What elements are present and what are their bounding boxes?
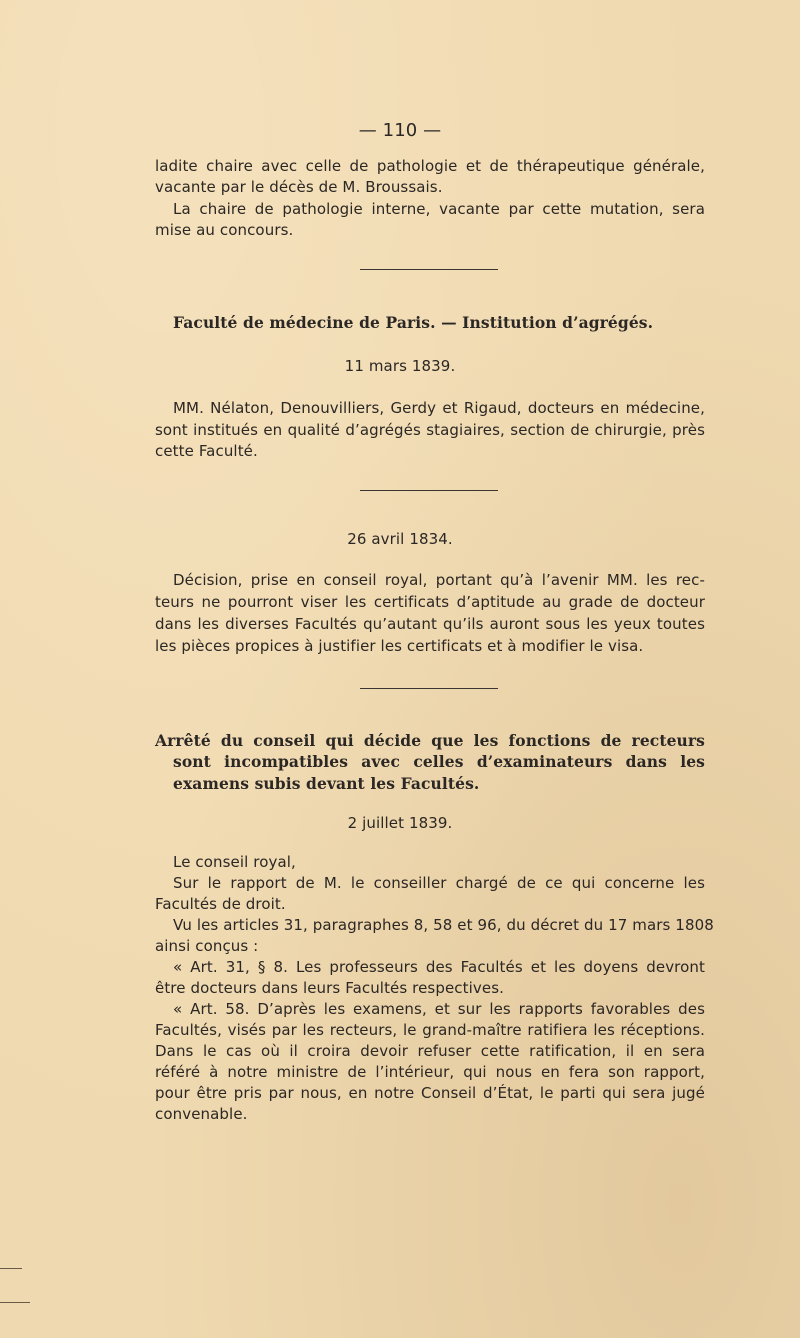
- section-date: 26 avril 1834.: [347, 530, 453, 548]
- intro-line: mise au concours.: [155, 221, 294, 239]
- section-date: 11 mars 1839.: [344, 357, 456, 375]
- section-heading: examens subis devant les Facultés.: [173, 774, 480, 793]
- section-heading: Faculté de médecine de Paris. — Institution d’agrégés.: [173, 313, 654, 332]
- body-line: Vu les articles 31, paragraphes 8, 58 et 96, du décret du 17 mars 1808: [173, 916, 714, 934]
- body-line: « Art. 58. D’après les examens, et sur les rapports favorables des: [173, 1000, 705, 1018]
- intro-line: ladite chaire avec celle de pathologie et de thérapeutique générale,: [155, 157, 705, 175]
- body-line: Sur le rapport de M. le conseiller chargé de ce qui concerne les: [173, 874, 705, 892]
- body-line: Le conseil royal,: [173, 853, 296, 871]
- section-divider: [360, 688, 498, 689]
- body-line: convenable.: [155, 1105, 248, 1123]
- section-divider: [360, 269, 498, 270]
- body-line: MM. Nélaton, Denouvilliers, Gerdy et Rigaud, docteurs en médecine,: [173, 399, 705, 417]
- section-heading: sont incompatibles avec celles d’examinateurs dans les: [173, 752, 705, 771]
- body-line: teurs ne pourront viser les certificats d’aptitude au grade de docteur: [155, 593, 705, 611]
- intro-line: vacante par le décès de M. Broussais.: [155, 178, 443, 196]
- body-line: Facultés de droit.: [155, 895, 286, 913]
- body-line: Décision, prise en conseil royal, portant qu’à l’avenir MM. les rec-: [173, 571, 705, 589]
- scan-edge-mark: [0, 1268, 22, 1269]
- section-divider: [360, 490, 498, 491]
- body-line: sont institués en qualité d’agrégés stagiaires, section de chirurgie, près: [155, 421, 705, 439]
- body-line: ainsi conçus :: [155, 937, 259, 955]
- body-line: cette Faculté.: [155, 442, 258, 460]
- page-number: — 110 —: [358, 120, 442, 141]
- section-date: 2 juillet 1839.: [347, 814, 453, 832]
- body-line: Dans le cas où il croira devoir refuser cette ratification, il en sera: [155, 1042, 705, 1060]
- intro-line: La chaire de pathologie interne, vacante par cette mutation, sera: [173, 200, 705, 218]
- body-line: être docteurs dans leurs Facultés respectives.: [155, 979, 504, 997]
- scan-edge-mark: [0, 1302, 30, 1303]
- body-line: les pièces propices à justifier les certificats et à modifier le visa.: [155, 637, 644, 655]
- body-line: « Art. 31, § 8. Les professeurs des Facultés et les doyens devront: [173, 958, 705, 976]
- body-line: Facultés, visés par les recteurs, le grand-maître ratifiera les réceptions.: [155, 1021, 705, 1039]
- section-heading: Arrêté du conseil qui décide que les fonctions de recteurs: [155, 731, 705, 750]
- body-line: pour être pris par nous, en notre Conseil d’État, le parti qui sera jugé: [155, 1084, 705, 1102]
- body-line: dans les diverses Facultés qu’autant qu’ils auront sous les yeux toutes: [155, 615, 705, 633]
- body-line: référé à notre ministre de l’intérieur, qui nous en fera son rapport,: [155, 1063, 705, 1081]
